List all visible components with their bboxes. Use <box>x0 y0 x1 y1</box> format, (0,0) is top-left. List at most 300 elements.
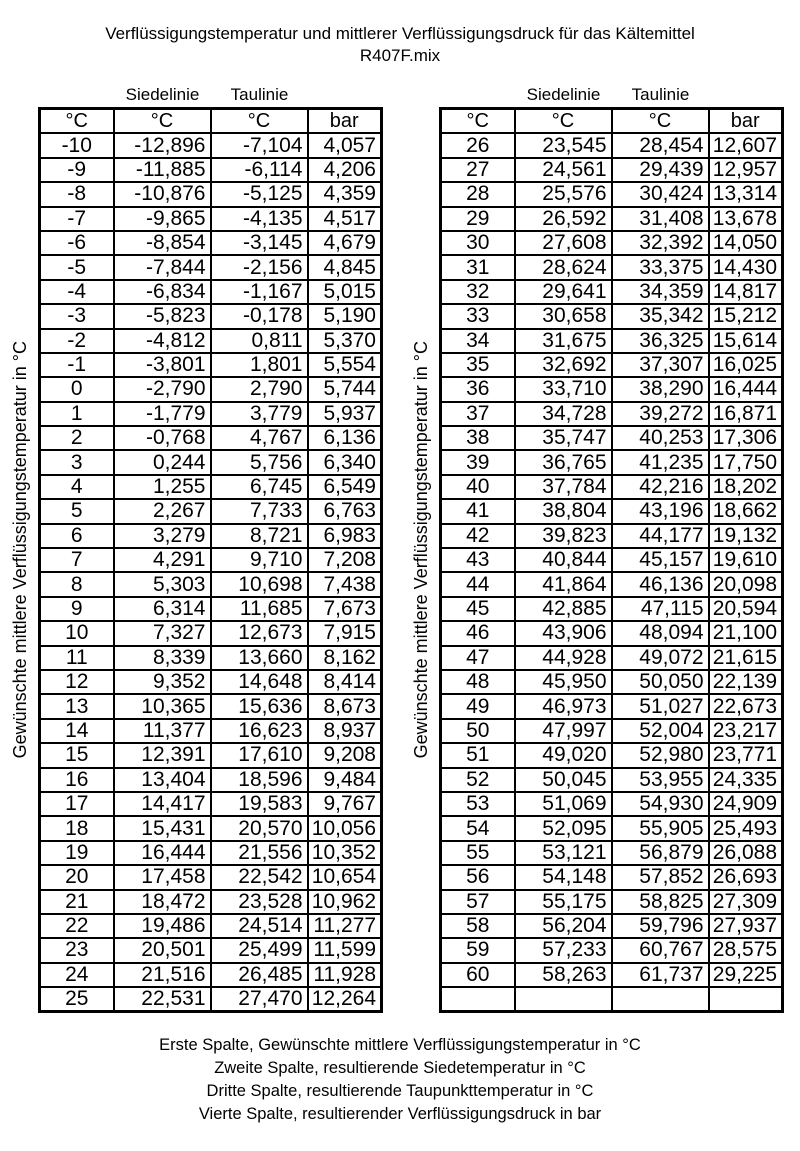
table-cell: 15 <box>40 743 114 767</box>
table-cell: 13,314 <box>709 182 783 206</box>
right-table-section <box>403 85 784 1013</box>
table-cell: 46,973 <box>515 694 612 718</box>
unit-header-cell: °C <box>211 109 308 134</box>
table-cell: 6 <box>40 524 114 548</box>
table-cell: 45 <box>441 597 515 621</box>
table-cell: 24 <box>40 963 114 987</box>
table-cell: 10,365 <box>114 694 211 718</box>
table-cell: 33 <box>441 304 515 328</box>
table-cell: 17,750 <box>709 450 783 474</box>
table-cell: 6,763 <box>308 499 382 523</box>
table-cell: 47,115 <box>612 597 709 621</box>
table-row <box>40 938 382 962</box>
table-cell: 35,747 <box>515 426 612 450</box>
table-cell: 26,693 <box>709 865 783 889</box>
table-cell: 0,244 <box>114 450 211 474</box>
table-cell: 10,056 <box>308 816 382 840</box>
unit-header-cell: °C <box>40 109 114 134</box>
table-cell: 2,790 <box>211 377 308 401</box>
table-cell: 7,733 <box>211 499 308 523</box>
table-cell: 5,015 <box>308 280 382 304</box>
table-cell: 19,610 <box>709 548 783 572</box>
table-cell: 29,641 <box>515 280 612 304</box>
table-row <box>40 182 382 206</box>
table-row <box>441 304 783 328</box>
table-cell: 19 <box>40 841 114 865</box>
table-cell: -12,896 <box>114 133 211 157</box>
table-cell: 20,570 <box>211 816 308 840</box>
table-row <box>441 743 783 767</box>
table-row <box>40 719 382 743</box>
unit-header-cell: °C <box>114 109 211 134</box>
table-cell: 54,930 <box>612 792 709 816</box>
table-cell: 49 <box>441 694 515 718</box>
table-cell: 11,377 <box>114 719 211 743</box>
tables-row <box>0 85 800 1013</box>
table-cell: 18,202 <box>709 475 783 499</box>
table-row <box>441 572 783 596</box>
table-cell: 4,767 <box>211 426 308 450</box>
title-line-2: R407F.mix <box>359 46 441 65</box>
table-cell: 56,879 <box>612 841 709 865</box>
table-cell: 32 <box>441 280 515 304</box>
table-cell: 17 <box>40 792 114 816</box>
right-table-area <box>439 85 784 1013</box>
table-cell: 40,844 <box>515 548 612 572</box>
table-cell: 41,235 <box>612 450 709 474</box>
table-cell: 40,253 <box>612 426 709 450</box>
legend-line-2: Zweite Spalte, resultierende Siedetemperatur in °C <box>214 1059 586 1078</box>
table-cell: 7,208 <box>308 548 382 572</box>
table-row <box>40 402 382 426</box>
table-cell: 21,100 <box>709 621 783 645</box>
table-cell: 36 <box>441 377 515 401</box>
table-cell: -8,854 <box>114 231 211 255</box>
table-cell: 11,685 <box>211 597 308 621</box>
table-cell: 30,658 <box>515 304 612 328</box>
table-cell: 31,675 <box>515 329 612 353</box>
table-row <box>40 548 382 572</box>
table-cell: 13,678 <box>709 207 783 231</box>
table-cell: -11,885 <box>114 158 211 182</box>
table-cell: 21,516 <box>114 963 211 987</box>
table-row <box>441 719 783 743</box>
table-cell: 5,937 <box>308 402 382 426</box>
table-row <box>40 329 382 353</box>
table-row <box>441 694 783 718</box>
table-cell: 10 <box>40 621 114 645</box>
table-cell: 35 <box>441 353 515 377</box>
table-cell: 21,556 <box>211 841 308 865</box>
table-row <box>441 816 783 840</box>
table-row <box>40 255 382 279</box>
table-cell: 55 <box>441 841 515 865</box>
table-cell: 27,937 <box>709 914 783 938</box>
table-cell: 14,817 <box>709 280 783 304</box>
title-line-1: Verflüssigungstemperatur und mittlerer Verflüssigungsdruck für das Kältemittel <box>105 24 695 43</box>
table-cell: 44,928 <box>515 646 612 670</box>
table-cell: 3,279 <box>114 524 211 548</box>
table-cell: 16,025 <box>709 353 783 377</box>
table-cell: 15,614 <box>709 329 783 353</box>
table-cell: 14,417 <box>114 792 211 816</box>
table-cell: 23,771 <box>709 743 783 767</box>
table-cell: -5,823 <box>114 304 211 328</box>
table-cell: 20,098 <box>709 572 783 596</box>
table-cell: 4,291 <box>114 548 211 572</box>
table-cell: -3,145 <box>211 231 308 255</box>
table-cell: 10,654 <box>308 865 382 889</box>
table-cell: 4,057 <box>308 133 382 157</box>
table-row <box>40 963 382 987</box>
table-cell: 17,306 <box>709 426 783 450</box>
table-row <box>40 914 382 938</box>
table-cell: 49,020 <box>515 743 612 767</box>
table-cell: -0,768 <box>114 426 211 450</box>
table-cell: 52,095 <box>515 816 612 840</box>
table-cell: 32,692 <box>515 353 612 377</box>
taulinie-column-group-label: Taulinie <box>230 85 289 104</box>
table-cell: 57 <box>441 890 515 914</box>
table-cell: 46 <box>441 621 515 645</box>
table-cell: 34 <box>441 329 515 353</box>
table-cell: 20 <box>40 865 114 889</box>
table-cell: 12,391 <box>114 743 211 767</box>
table-cell: 38,804 <box>515 499 612 523</box>
table-row <box>40 207 382 231</box>
left-table-body <box>40 133 382 1012</box>
table-cell: 54,148 <box>515 865 612 889</box>
table-cell: -2 <box>40 329 114 353</box>
table-cell: -0,178 <box>211 304 308 328</box>
table-cell: 5,756 <box>211 450 308 474</box>
table-cell: -1,167 <box>211 280 308 304</box>
table-row <box>441 670 783 694</box>
table-row <box>441 963 783 987</box>
table-cell: 5,744 <box>308 377 382 401</box>
table-cell <box>612 987 709 1012</box>
table-cell: 38 <box>441 426 515 450</box>
table-row <box>40 572 382 596</box>
table-cell: 29 <box>441 207 515 231</box>
table-row <box>40 499 382 523</box>
table-cell: 4,845 <box>308 255 382 279</box>
table-row <box>441 377 783 401</box>
left-table-area <box>38 85 383 1013</box>
table-cell: -6,834 <box>114 280 211 304</box>
table-cell: 12,673 <box>211 621 308 645</box>
table-row <box>441 548 783 572</box>
table-cell: 34,728 <box>515 402 612 426</box>
table-cell: 60,767 <box>612 938 709 962</box>
table-cell: 58,825 <box>612 890 709 914</box>
table-row <box>40 475 382 499</box>
right-table <box>439 107 784 1013</box>
table-cell: 44,177 <box>612 524 709 548</box>
table-cell: -1,779 <box>114 402 211 426</box>
table-cell: 31 <box>441 255 515 279</box>
table-cell: 45,157 <box>612 548 709 572</box>
table-cell: 5 <box>40 499 114 523</box>
table-cell: 56 <box>441 865 515 889</box>
table-cell: 7 <box>40 548 114 572</box>
table-cell: -7,844 <box>114 255 211 279</box>
table-cell: 57,233 <box>515 938 612 962</box>
table-cell: 59 <box>441 938 515 962</box>
table-cell: 16,871 <box>709 402 783 426</box>
table-cell: -3,801 <box>114 353 211 377</box>
left-table <box>38 107 383 1013</box>
table-cell: -5 <box>40 255 114 279</box>
table-cell: 32,392 <box>612 231 709 255</box>
table-cell: 7,915 <box>308 621 382 645</box>
table-cell: 7,327 <box>114 621 211 645</box>
table-cell: 0 <box>40 377 114 401</box>
table-cell: 45,950 <box>515 670 612 694</box>
table-cell: 22,531 <box>114 987 211 1012</box>
table-row <box>441 133 783 157</box>
table-cell: 28,624 <box>515 255 612 279</box>
table-cell: 18,472 <box>114 890 211 914</box>
table-cell: 24,561 <box>515 158 612 182</box>
table-cell: 4,679 <box>308 231 382 255</box>
table-cell: 14,648 <box>211 670 308 694</box>
table-row <box>40 646 382 670</box>
table-cell: 26,592 <box>515 207 612 231</box>
table-cell: 9,352 <box>114 670 211 694</box>
table-cell: 11,928 <box>308 963 382 987</box>
table-cell: 37,784 <box>515 475 612 499</box>
table-cell: 18,596 <box>211 768 308 792</box>
table-row <box>441 646 783 670</box>
table-cell: -1 <box>40 353 114 377</box>
table-cell: 20,594 <box>709 597 783 621</box>
table-cell: 43,196 <box>612 499 709 523</box>
unit-header-cell: bar <box>308 109 382 134</box>
table-cell: -7 <box>40 207 114 231</box>
table-cell: 4,359 <box>308 182 382 206</box>
table-cell: 37 <box>441 402 515 426</box>
table-cell: 25,493 <box>709 816 783 840</box>
table-row <box>441 890 783 914</box>
table-row <box>40 890 382 914</box>
table-cell: 50 <box>441 719 515 743</box>
table-row <box>40 450 382 474</box>
table-cell: 1,255 <box>114 475 211 499</box>
table-cell: 23,528 <box>211 890 308 914</box>
table-row <box>40 816 382 840</box>
table-row <box>441 475 783 499</box>
table-cell: 20,501 <box>114 938 211 962</box>
table-cell: 8,721 <box>211 524 308 548</box>
table-row <box>441 402 783 426</box>
table-cell: 4,206 <box>308 158 382 182</box>
table-row <box>40 280 382 304</box>
table-cell: 60 <box>441 963 515 987</box>
table-cell: 39 <box>441 450 515 474</box>
table-cell: 42,216 <box>612 475 709 499</box>
table-cell: -10,876 <box>114 182 211 206</box>
table-cell: 10,352 <box>308 841 382 865</box>
table-cell: 38,290 <box>612 377 709 401</box>
table-cell: 15,212 <box>709 304 783 328</box>
table-cell: 2 <box>40 426 114 450</box>
table-cell: -4,812 <box>114 329 211 353</box>
table-cell: 23 <box>40 938 114 962</box>
table-row <box>441 597 783 621</box>
table-cell: 30 <box>441 231 515 255</box>
left-table-axis-label-wrap <box>2 85 38 1013</box>
table-row <box>40 426 382 450</box>
table-cell: 25,499 <box>211 938 308 962</box>
table-cell: -6,114 <box>211 158 308 182</box>
table-row <box>441 524 783 548</box>
table-cell: 28,454 <box>612 133 709 157</box>
table-row <box>40 841 382 865</box>
table-cell: -2,790 <box>114 377 211 401</box>
table-row <box>40 743 382 767</box>
table-cell: 6,136 <box>308 426 382 450</box>
table-cell: 50,050 <box>612 670 709 694</box>
table-cell: 8,673 <box>308 694 382 718</box>
unit-header-cell: °C <box>515 109 612 134</box>
table-cell: -3 <box>40 304 114 328</box>
table-cell: 15,431 <box>114 816 211 840</box>
table-cell: 3,779 <box>211 402 308 426</box>
table-cell: 14,430 <box>709 255 783 279</box>
table-cell: 24,335 <box>709 768 783 792</box>
table-cell: 11,599 <box>308 938 382 962</box>
table-cell: 4 <box>40 475 114 499</box>
table-cell: 15,636 <box>211 694 308 718</box>
table-cell: -2,156 <box>211 255 308 279</box>
table-cell: 27,309 <box>709 890 783 914</box>
table-row <box>441 450 783 474</box>
table-row <box>40 377 382 401</box>
unit-header-row <box>441 109 783 134</box>
table-cell: -4 <box>40 280 114 304</box>
table-cell: 22,673 <box>709 694 783 718</box>
table-cell: 48,094 <box>612 621 709 645</box>
left-table-group-header <box>38 85 383 105</box>
table-cell: 9,208 <box>308 743 382 767</box>
table-cell: 7,438 <box>308 572 382 596</box>
table-cell: 53 <box>441 792 515 816</box>
table-row <box>441 426 783 450</box>
table-cell: 21,615 <box>709 646 783 670</box>
table-cell: 33,375 <box>612 255 709 279</box>
table-cell: 10,698 <box>211 572 308 596</box>
legend <box>0 1034 800 1126</box>
table-cell: 31,408 <box>612 207 709 231</box>
table-cell <box>441 987 515 1012</box>
table-cell: 28,575 <box>709 938 783 962</box>
table-cell <box>709 987 783 1012</box>
legend-line-4: Vierte Spalte, resultierender Verflüssigungsdruck in bar <box>198 1105 602 1124</box>
legend-line-3: Dritte Spalte, resultierende Taupunkttemperatur in °C <box>206 1082 594 1101</box>
table-cell: 34,359 <box>612 280 709 304</box>
legend-line-1: Erste Spalte, Gewünschte mittlere Verflüssigungstemperatur in °C <box>159 1036 641 1055</box>
right-table-vertical-axis-label: Gewünschte mittlere Verflüssigungstemperatur in °C <box>410 340 431 758</box>
table-cell: 26,485 <box>211 963 308 987</box>
table-cell: 11 <box>40 646 114 670</box>
table-cell: 14,050 <box>709 231 783 255</box>
table-cell: 55,175 <box>515 890 612 914</box>
table-cell: 1 <box>40 402 114 426</box>
table-cell: 59,796 <box>612 914 709 938</box>
table-row <box>441 841 783 865</box>
table-row <box>40 694 382 718</box>
table-cell: 6,983 <box>308 524 382 548</box>
document-title <box>0 0 800 67</box>
table-cell: 53,955 <box>612 768 709 792</box>
table-row <box>441 207 783 231</box>
taulinie-column-group-label: Taulinie <box>631 85 690 104</box>
table-cell: 6,314 <box>114 597 211 621</box>
table-cell: 22 <box>40 914 114 938</box>
table-cell: 26 <box>441 133 515 157</box>
table-cell: 35,342 <box>612 304 709 328</box>
table-row <box>40 621 382 645</box>
table-cell: 16,444 <box>114 841 211 865</box>
table-row <box>441 182 783 206</box>
table-cell: 58,263 <box>515 963 612 987</box>
table-row <box>441 231 783 255</box>
table-cell: 27,470 <box>211 987 308 1012</box>
table-cell: 16,623 <box>211 719 308 743</box>
table-cell: 43,906 <box>515 621 612 645</box>
table-row <box>40 670 382 694</box>
table-cell: 8 <box>40 572 114 596</box>
table-cell: -8 <box>40 182 114 206</box>
siedelinie-column-group-label: Siedelinie <box>125 85 200 104</box>
table-cell: 26,088 <box>709 841 783 865</box>
table-row <box>441 158 783 182</box>
table-cell <box>515 987 612 1012</box>
table-cell: 12,264 <box>308 987 382 1012</box>
table-cell: 25 <box>40 987 114 1012</box>
table-cell: 61,737 <box>612 963 709 987</box>
table-cell: 5,370 <box>308 329 382 353</box>
table-cell: 8,162 <box>308 646 382 670</box>
table-cell: 23,545 <box>515 133 612 157</box>
table-row <box>441 792 783 816</box>
table-row <box>40 524 382 548</box>
table-row <box>40 987 382 1012</box>
table-cell: 51 <box>441 743 515 767</box>
table-row <box>40 231 382 255</box>
table-row <box>40 792 382 816</box>
table-cell: 7,673 <box>308 597 382 621</box>
unit-header-row <box>40 109 382 134</box>
table-cell: -9 <box>40 158 114 182</box>
table-cell: -5,125 <box>211 182 308 206</box>
table-row <box>441 255 783 279</box>
table-cell: 54 <box>441 816 515 840</box>
right-table-axis-label-wrap <box>403 85 439 1013</box>
table-cell: 57,852 <box>612 865 709 889</box>
table-cell: 6,549 <box>308 475 382 499</box>
table-row <box>40 353 382 377</box>
table-cell: 51,027 <box>612 694 709 718</box>
table-cell: 5,190 <box>308 304 382 328</box>
table-cell: 36,325 <box>612 329 709 353</box>
table-cell: 41 <box>441 499 515 523</box>
table-cell: 33,710 <box>515 377 612 401</box>
right-table-group-header <box>439 85 784 105</box>
table-cell: 8,414 <box>308 670 382 694</box>
table-cell: 51,069 <box>515 792 612 816</box>
